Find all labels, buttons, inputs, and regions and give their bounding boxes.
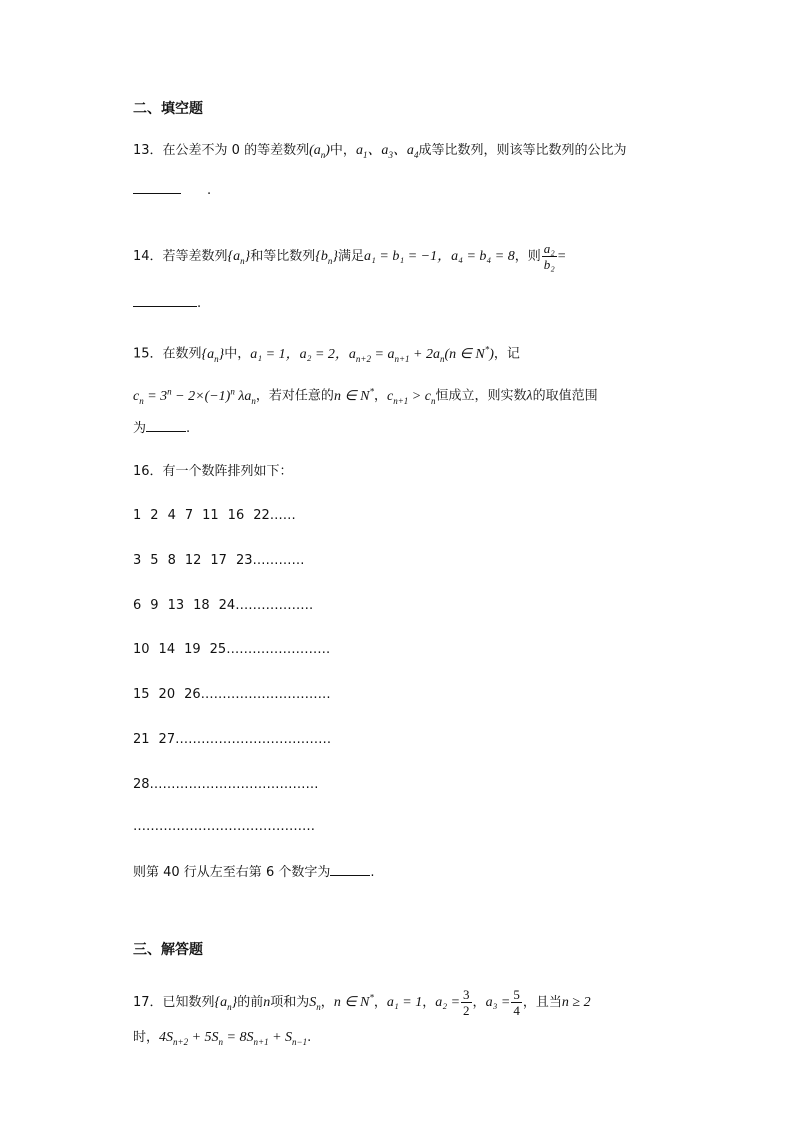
q15-cn-formula: $c_n = 3^n - 2\times(-1)^n$ $\lambda a_n$	[133, 386, 256, 406]
q15-text-c: ，记	[493, 346, 520, 362]
answer-blank-13[interactable]	[133, 181, 181, 194]
q14-fraction: $\frac{\text{a₂}}{\text{b₂}}$	[543, 241, 555, 272]
q14-text-b: 和等比数列	[250, 249, 316, 264]
q17-cond: n ∈ N*	[333, 992, 374, 1010]
answer-blank-14[interactable]	[133, 294, 197, 307]
matrix-number: 4	[167, 508, 176, 523]
matrix-row	[133, 551, 304, 571]
q15-inequality: $c_{n+1} > c_n$	[387, 388, 436, 406]
q13-end: .	[207, 183, 212, 198]
matrix-number: 13	[167, 598, 185, 613]
matrix-number: 14	[158, 642, 176, 657]
question-17-line-1: 17．已知数列$\{a_n\}$的前n项和为$S_n$，n ∈ N*，a₁ = 1，a₂ = $\frac{3}{2}$ ，a₃ = $\frac{5}{4}$ ，且当n ≥ 2	[133, 987, 591, 1018]
matrix-number: 2	[150, 508, 159, 523]
q15-end: .	[186, 421, 191, 436]
q15-text-g: 的取值范围	[532, 388, 598, 404]
matrix-row	[133, 506, 296, 526]
matrix-dots: ……………………………………	[133, 819, 315, 834]
question-14-line-2	[133, 294, 201, 314]
matrix-number: 17	[210, 553, 227, 568]
matrix-number: 3	[133, 553, 142, 568]
section-title-fill-blank: 二、填空题	[133, 101, 203, 117]
q15-text-f: 恒成立，则实数	[435, 388, 527, 404]
question-15-line-2	[133, 381, 598, 410]
matrix-row	[133, 596, 313, 616]
q14-condition: a₁ = b₁ = −1，a₄ = b₄ = 8	[364, 249, 515, 264]
answer-blank-16[interactable]	[330, 863, 370, 876]
matrix-row	[133, 817, 315, 837]
q14-seq-a: $\{a_n\}$	[227, 249, 251, 266]
q15-text-d: ，若对任意的	[255, 388, 334, 404]
question-13-line-1	[133, 141, 626, 165]
q15-seq: $\{a_n\}$	[201, 346, 225, 364]
q17-text: 17．已知数列	[133, 995, 215, 1010]
matrix-number: 11	[202, 508, 219, 523]
q14-text-c: 满足	[338, 249, 365, 264]
q14-text: 14．若等差数列	[133, 249, 228, 264]
q14-equals: =	[557, 249, 566, 264]
matrix-dots: ……………………	[226, 642, 331, 657]
matrix-number: 1	[133, 508, 142, 523]
q17-text-f: ，且当	[522, 995, 562, 1010]
q17-end: .	[307, 1030, 312, 1045]
q17-a3: a₃ =	[485, 995, 511, 1010]
section-title-answer: 三、解答题	[133, 942, 203, 958]
q17-a1: a₁ = 1	[386, 995, 423, 1010]
q17-frac-a3: $\frac{5}{4}$	[513, 987, 520, 1018]
matrix-number: 15	[133, 687, 150, 702]
q14-seq-b: $\{b_n\}$	[315, 249, 338, 266]
question-15-line-1	[133, 339, 520, 368]
q17-text-d: ，	[320, 995, 334, 1010]
matrix-row	[133, 775, 319, 795]
matrix-number: 28	[133, 777, 150, 792]
matrix-number: 5	[150, 553, 159, 568]
matrix-number: 23	[235, 553, 253, 568]
matrix-number: 24	[218, 598, 236, 613]
matrix-number: 12	[184, 553, 202, 568]
matrix-number: 6	[133, 598, 142, 613]
q17-n: n	[263, 995, 271, 1010]
matrix-number: 16	[227, 508, 245, 523]
matrix-number: 25	[209, 642, 227, 657]
q13-text: 13．在公差不为 0 的等差数列	[133, 143, 310, 158]
q17-text-b: 的前	[237, 995, 264, 1010]
matrix-dots: ……	[269, 508, 296, 523]
matrix-number: 10	[133, 642, 150, 657]
matrix-number: 22	[253, 508, 270, 523]
q15-cond2: n ∈ N*	[333, 386, 374, 404]
matrix-number: 19	[184, 642, 201, 657]
q16-text: 则第 40 行从左至右第 6 个数字为	[133, 865, 331, 880]
matrix-number: 21	[133, 732, 150, 747]
matrix-number: 7	[184, 508, 194, 523]
q13-text-c: 成等比数列，则该等比数列的公比为	[418, 143, 627, 158]
matrix-number: 26	[184, 687, 201, 702]
matrix-number: 27	[158, 732, 176, 747]
q13-terms: $a_1$、$a_3$、$a_4$	[355, 143, 419, 160]
matrix-dots: ………………………………	[175, 732, 332, 747]
q15-text: 15．在数列	[133, 346, 202, 362]
q13-seq: $(a_n)$	[309, 143, 330, 160]
question-16-question	[133, 863, 374, 883]
q17-frac-a2: $\frac{3}{2}$	[463, 987, 470, 1018]
answer-blank-15[interactable]	[146, 419, 186, 432]
question-17-line-2	[133, 1028, 311, 1052]
q15-lambda: λ	[526, 388, 533, 404]
matrix-number: 8	[167, 553, 176, 568]
q17-text-e: ，	[373, 995, 387, 1010]
q17-a2: a₂ =	[435, 995, 461, 1010]
matrix-row	[133, 685, 331, 705]
q17-text-c: 项和为	[270, 995, 310, 1010]
q17-seq: $\{a_n\}$	[214, 995, 238, 1012]
q15-recurrence: a₁ = 1，a₂ = 2，$a_{n+2} = a_{n+1} + 2a_n(n$ ∈ N*)	[250, 344, 494, 364]
matrix-dots: …………………………………	[149, 777, 319, 792]
matrix-dots: …………………………	[200, 687, 331, 702]
question-16-intro: 16．有一个数阵排列如下：	[133, 464, 293, 479]
q15-line3: 为	[133, 421, 147, 436]
matrix-number: 20	[158, 687, 176, 702]
matrix-row	[133, 730, 331, 750]
matrix-row	[133, 640, 330, 660]
q16-end: .	[370, 865, 375, 880]
q13-text-b: 中，	[329, 143, 356, 158]
question-14-line-1	[133, 241, 566, 272]
q15-text-b: 中，	[224, 346, 251, 362]
matrix-number: 18	[193, 598, 210, 613]
matrix-dots: …………	[252, 553, 305, 568]
matrix-dots: ………………	[235, 598, 314, 613]
q14-end: .	[197, 296, 202, 311]
q17-sn: $S_n$	[309, 995, 321, 1012]
matrix-number: 9	[150, 598, 159, 613]
q17-line2: 时，	[133, 1030, 160, 1045]
question-15-line-3	[133, 419, 190, 439]
q17-equation: $4S_{n+2} + 5S_n = 8S_{n+1} + S_{n-1}$	[159, 1030, 308, 1047]
q14-text-d: ，则	[514, 249, 541, 264]
q17-cond3: n ≥ 2	[561, 995, 591, 1010]
question-13-line-2	[133, 181, 211, 201]
q15-text-e: ，	[373, 388, 387, 404]
